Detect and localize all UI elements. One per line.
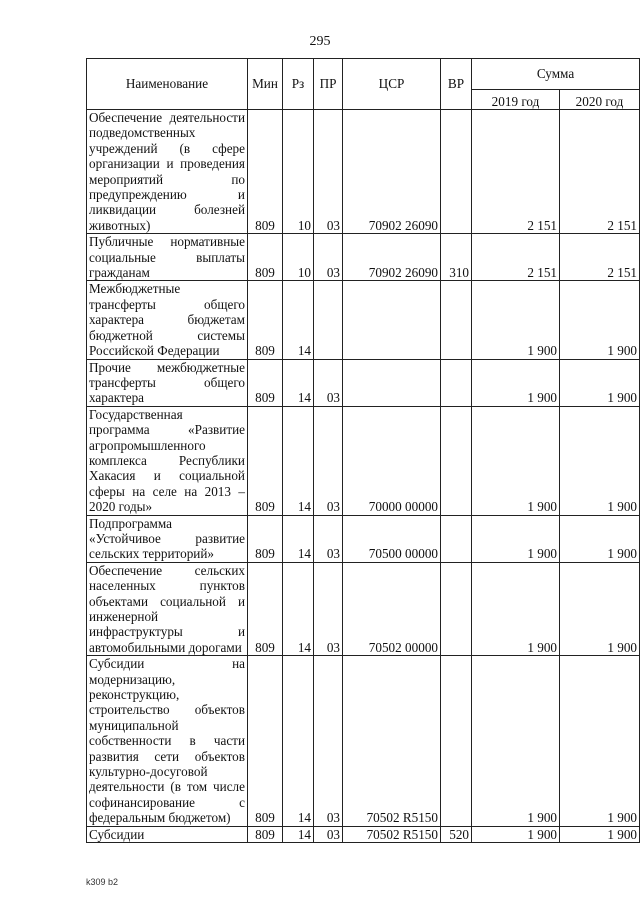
row-sum-2020: 1 900 (560, 656, 640, 826)
row-csr: 70500 00000 (343, 515, 441, 562)
row-name: Государственная программа «Развитие агропромышленного комплекса Республики Хакасия и социальной сферы на селе на 2013 – 2020 годы» (87, 406, 248, 515)
row-min: 809 (248, 562, 283, 655)
table-row (87, 110, 640, 234)
table-row (87, 234, 640, 281)
row-sum-2019: 1 900 (472, 656, 560, 826)
header-year-2020: 2020 год (560, 90, 640, 110)
row-min: 809 (248, 406, 283, 515)
row-rz: 14 (283, 656, 314, 826)
row-vr: 310 (441, 234, 472, 281)
row-csr: 70000 00000 (343, 406, 441, 515)
row-name: Подпрограмма «Устойчивое развитие сельских территорий» (87, 515, 248, 562)
row-sum-2019: 1 900 (472, 281, 560, 359)
row-csr: 70502 R5150 (343, 656, 441, 826)
row-vr (441, 406, 472, 515)
row-min: 809 (248, 281, 283, 359)
row-sum-2019: 1 900 (472, 515, 560, 562)
row-pr: 03 (314, 826, 343, 842)
row-name: Субсидии (87, 826, 248, 842)
row-vr (441, 110, 472, 234)
row-pr: 03 (314, 110, 343, 234)
row-pr: 03 (314, 562, 343, 655)
header-name: Наименование (87, 59, 248, 110)
row-sum-2020: 1 900 (560, 281, 640, 359)
row-csr: 70902 26090 (343, 110, 441, 234)
row-min: 809 (248, 656, 283, 826)
row-min: 809 (248, 515, 283, 562)
row-pr: 03 (314, 359, 343, 406)
table-row (87, 359, 640, 406)
row-sum-2020: 1 900 (560, 406, 640, 515)
row-vr (441, 281, 472, 359)
row-min: 809 (248, 826, 283, 842)
row-sum-2020: 1 900 (560, 562, 640, 655)
header-csr: ЦСР (343, 59, 441, 110)
page-number: 295 (309, 34, 331, 49)
table-row (87, 656, 640, 826)
header-min: Мин (248, 59, 283, 110)
table-body (87, 110, 640, 843)
row-name: Прочие межбюджетные трансферты общего характера (87, 359, 248, 406)
row-rz: 10 (283, 110, 314, 234)
header-year-2019: 2019 год (472, 90, 560, 110)
row-rz: 14 (283, 406, 314, 515)
row-rz: 14 (283, 826, 314, 842)
row-vr (441, 562, 472, 655)
row-csr (343, 359, 441, 406)
row-rz: 14 (283, 281, 314, 359)
row-pr: 03 (314, 234, 343, 281)
header-sum: Сумма (472, 59, 640, 90)
footer-code: k309 b2 (86, 877, 119, 887)
row-csr: 70902 26090 (343, 234, 441, 281)
row-name: Публичные нормативные социальные выплаты гражданам (87, 234, 248, 281)
header-vr: ВР (441, 59, 472, 110)
row-name: Обеспечение сельских населенных пунктов объектами социальной и инженерной инфраструктуры и автомобильными дорогами (87, 562, 248, 655)
row-rz: 14 (283, 359, 314, 406)
row-vr (441, 656, 472, 826)
row-csr (343, 281, 441, 359)
row-sum-2020: 1 900 (560, 515, 640, 562)
table-row (87, 406, 640, 515)
row-vr (441, 359, 472, 406)
row-sum-2020: 2 151 (560, 110, 640, 234)
row-min: 809 (248, 234, 283, 281)
row-min: 809 (248, 110, 283, 234)
table-row (87, 826, 640, 842)
row-sum-2019: 2 151 (472, 234, 560, 281)
row-pr: 03 (314, 406, 343, 515)
row-pr: 03 (314, 656, 343, 826)
row-vr: 520 (441, 826, 472, 842)
row-sum-2020: 1 900 (560, 826, 640, 842)
row-name: Межбюджетные трансферты общего характера бюджетам бюджетной системы Российской Федерации (87, 281, 248, 359)
row-name: Субсидии на модернизацию, реконструкцию, строительство объектов муниципальной собственности в части развития сети объектов культурно-досуговой деятельности (в том числе софинансирование с федеральным бюджетом) (87, 656, 248, 826)
budget-table (86, 58, 640, 843)
row-pr: 03 (314, 515, 343, 562)
row-sum-2019: 2 151 (472, 110, 560, 234)
row-csr: 70502 R5150 (343, 826, 441, 842)
header-rz: Рз (283, 59, 314, 110)
table-row (87, 281, 640, 359)
row-sum-2019: 1 900 (472, 406, 560, 515)
row-vr (441, 515, 472, 562)
row-sum-2019: 1 900 (472, 562, 560, 655)
table-row (87, 562, 640, 655)
row-sum-2020: 2 151 (560, 234, 640, 281)
row-sum-2019: 1 900 (472, 826, 560, 842)
row-sum-2019: 1 900 (472, 359, 560, 406)
row-min: 809 (248, 359, 283, 406)
row-pr (314, 281, 343, 359)
row-csr: 70502 00000 (343, 562, 441, 655)
row-rz: 14 (283, 515, 314, 562)
row-name: Обеспечение деятельности подведомственных учреждений (в сфере организации и проведения мероприятий по предупреждению и ликвидации болезней животных) (87, 110, 248, 234)
row-rz: 14 (283, 562, 314, 655)
row-sum-2020: 1 900 (560, 359, 640, 406)
table-header (87, 59, 640, 110)
row-rz: 10 (283, 234, 314, 281)
header-pr: ПР (314, 59, 343, 110)
table-row (87, 515, 640, 562)
